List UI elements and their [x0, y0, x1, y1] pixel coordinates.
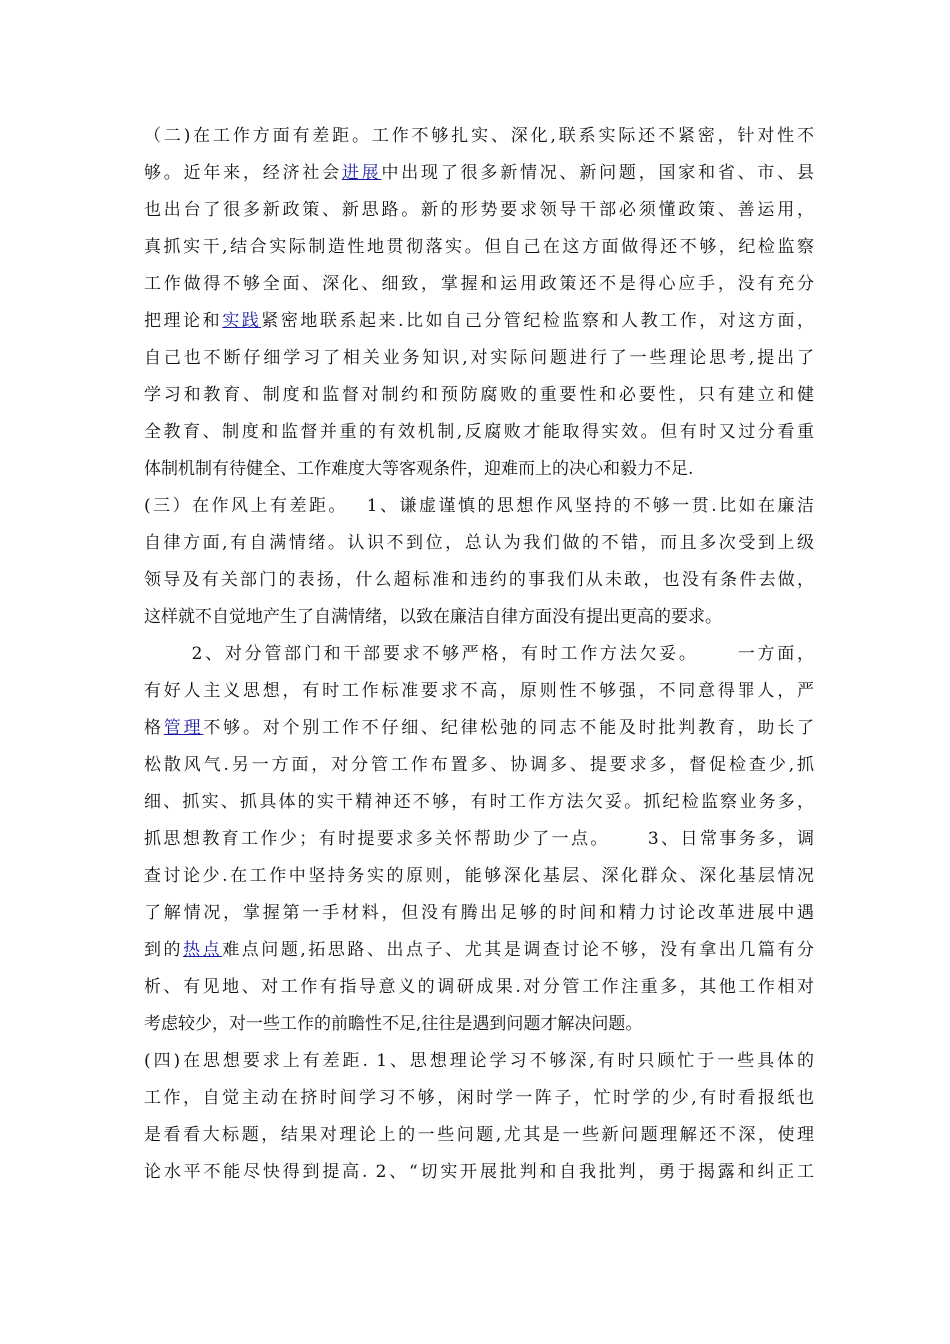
- text-run: (三）在作风上有差距。 1、谦虚谨慎的思想作风坚持的不够一贯.比如在廉洁: [144, 496, 814, 516]
- text-run: 格: [144, 718, 164, 738]
- text-line: [144, 340, 814, 377]
- text-line: [144, 488, 814, 525]
- text-run: 工作，自觉主动在挤时间学习不够，闲时学一阵子，忙时学的少,有时看报纸也: [144, 1088, 814, 1108]
- text-line: [144, 192, 814, 229]
- text-run: 自律方面,有自满情绪。认识不到位，总认为我们做的不错，而且多次受到上级: [144, 533, 814, 553]
- text-line: [144, 747, 814, 784]
- text-run: 2、对分管部门和干部要求不够严格，有时工作方法欠妥。 一方面，: [144, 644, 814, 664]
- text-line: [144, 1154, 814, 1191]
- text-run: 这样就不自觉地产生了自满情绪，以致在廉洁自律方面没有提出更高的要求。: [144, 607, 722, 627]
- text-line: [144, 451, 814, 488]
- text-line: [144, 155, 814, 192]
- text-run: 紧密地联系起来.比如自己分管纪检监察和人教工作，对这方面，: [261, 311, 814, 331]
- text-line: [144, 858, 814, 895]
- text-line: [144, 1117, 814, 1154]
- text-run: (四)在思想要求上有差距. 1、思想理论学习不够深,有时只顾忙于一些具体的: [144, 1051, 814, 1071]
- text-line: [144, 377, 814, 414]
- link-jinzhan[interactable]: 进展: [341, 163, 382, 183]
- text-line: [144, 969, 814, 1006]
- text-run: 查讨论少.在工作中坚持务实的原则，能够深化基层、深化群众、深化基层情况: [144, 866, 814, 886]
- text-run: 真抓实干,结合实际制造性地贯彻落实。但自己在这方面做得还不够，纪检监察: [144, 237, 814, 257]
- text-run: 抓思想教育工作少；有时提要求多关怀帮助少了一点。 3、日常事务多，调: [144, 829, 814, 849]
- text-run: 学习和教育、制度和监督对制约和预防腐败的重要性和必要性，只有建立和健: [144, 385, 814, 405]
- text-run: 工作做得不够全面、深化、细致，掌握和运用政策还不是得心应手，没有充分: [144, 274, 814, 294]
- text-run: 松散风气.另一方面，对分管工作布置多、协调多、提要求多，督促检查少,抓: [144, 755, 814, 775]
- text-run: 有好人主义思想，有时工作标准要求不高，原则性不够强，不同意得罪人，严: [144, 681, 814, 701]
- text-run: 是看看大标题，结果对理论上的一些问题,尤其是一些新问题理解还不深，使理: [144, 1125, 814, 1145]
- text-line: [144, 932, 814, 969]
- text-line: [144, 1006, 814, 1043]
- text-line: [144, 710, 814, 747]
- link-redian[interactable]: 热点: [183, 940, 223, 960]
- text-line: [144, 525, 814, 562]
- text-run: 全教育、制度和监督并重的有效机制,反腐败才能取得实效。但有时又过分看重: [144, 422, 814, 442]
- text-run: （二)在工作方面有差距。工作不够扎实、深化,联系实际还不紧密，针对性不: [144, 126, 814, 146]
- text-run: 领导及有关部门的表扬，什么超标准和违约的事我们从未敢，也没有条件去做，: [144, 570, 814, 590]
- text-run: 了解情况，掌握第一手材料，但没有腾出足够的时间和精力讨论改革进展中遇: [144, 903, 814, 923]
- link-guanli[interactable]: 管理: [163, 718, 204, 738]
- text-line: [144, 673, 814, 710]
- text-line: [144, 1080, 814, 1117]
- text-run: 把理论和: [144, 311, 223, 331]
- text-line: [144, 1043, 814, 1080]
- text-line: [144, 414, 814, 451]
- link-shijian[interactable]: 实践: [222, 311, 262, 331]
- text-line: [144, 599, 814, 636]
- document-body: [144, 118, 814, 1191]
- text-line: [144, 118, 814, 155]
- text-run: 析、有见地、对工作有指导意义的调研成果.对分管工作注重多，其他工作相对: [144, 977, 814, 997]
- text-line: [144, 562, 814, 599]
- text-run: 考虑较少，对一些工作的前瞻性不足,往往是遇到问题才解决问题。: [144, 1014, 643, 1034]
- text-run: 论水平不能尽快得到提高. 2、“切实开展批判和自我批判，勇于揭露和纠正工: [144, 1162, 814, 1182]
- text-run: 难点问题,拓思路、出点子、尤其是调查讨论不够，没有拿出几篇有分: [222, 940, 814, 960]
- text-run: 体制机制有待健全、工作难度大等客观条件，迎难而上的决心和毅力不足.: [144, 459, 694, 479]
- text-run: 也出台了很多新政策、新思路。新的形势要求领导干部必须懂政策、善运用，: [144, 200, 814, 220]
- text-run: 自己也不断仔细学习了相关业务知识,对实际问题进行了一些理论思考,提出了: [144, 348, 814, 368]
- text-run: 细、抓实、抓具体的实干精神还不够，有时工作方法欠妥。抓纪检监察业务多，: [144, 792, 814, 812]
- text-run: 中出现了很多新情况、新问题，国家和省、市、县: [381, 163, 814, 183]
- text-line: [144, 895, 814, 932]
- text-run: 到的: [144, 940, 184, 960]
- text-line: [144, 229, 814, 266]
- text-run: 够。近年来，经济社会: [144, 163, 342, 183]
- text-line: [144, 636, 814, 673]
- text-run: 不够。对个别工作不仔细、纪律松弛的同志不能及时批判教育，助长了: [203, 718, 814, 738]
- text-line: [144, 303, 814, 340]
- text-line: [144, 821, 814, 858]
- text-line: [144, 784, 814, 821]
- text-line: [144, 266, 814, 303]
